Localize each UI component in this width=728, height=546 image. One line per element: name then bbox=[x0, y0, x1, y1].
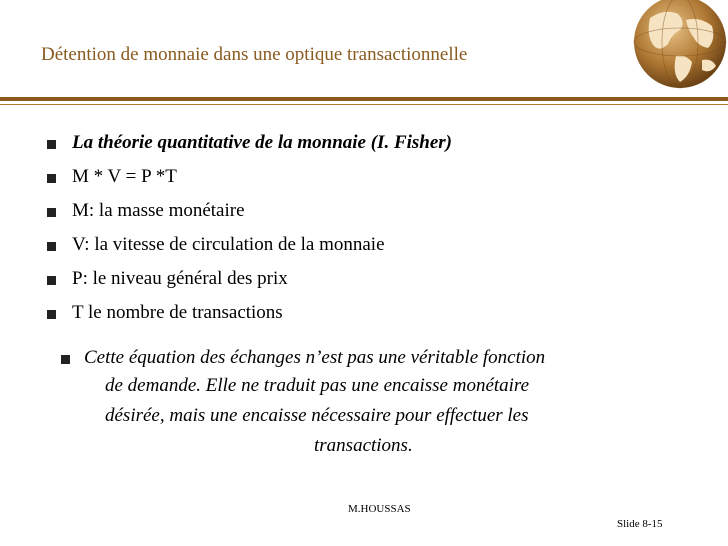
note-line: Cette équation des échanges n’est pas une véritable fonction bbox=[84, 347, 546, 368]
square-bullet-icon bbox=[47, 174, 56, 183]
bullet-item: P: le niveau général des prix bbox=[44, 268, 452, 302]
note-line: transactions. bbox=[314, 435, 413, 456]
title-rule bbox=[0, 97, 728, 101]
bullet-list bbox=[44, 132, 452, 336]
note-line: de demande. Elle ne traduit pas une encaisse monétaire bbox=[105, 375, 530, 396]
square-bullet-icon bbox=[47, 276, 56, 285]
note-line: désirée, mais une encaisse nécessaire pour effectuer les bbox=[105, 405, 529, 426]
slide-number: Slide 8-15 bbox=[617, 518, 663, 530]
globe-logo bbox=[620, 0, 728, 100]
bullet-item: La théorie quantitative de la monnaie (I. Fisher) bbox=[44, 132, 452, 166]
title-rule-thin bbox=[0, 104, 728, 105]
square-bullet-icon bbox=[47, 140, 56, 149]
slide-title: Détention de monnaie dans une optique transactionnelle bbox=[41, 44, 468, 65]
square-bullet-icon bbox=[47, 242, 56, 251]
square-bullet-icon bbox=[47, 310, 56, 319]
footer-author: M.HOUSSAS bbox=[348, 503, 411, 515]
bullet-item: T le nombre de transactions bbox=[44, 302, 452, 336]
bullet-item: V: la vitesse de circulation de la monnaie bbox=[44, 234, 452, 268]
bullet-item: M * V = P *T bbox=[44, 166, 452, 200]
bullet-item: M: la masse monétaire bbox=[44, 200, 452, 234]
square-bullet-icon bbox=[47, 208, 56, 217]
square-bullet-icon bbox=[61, 355, 70, 364]
